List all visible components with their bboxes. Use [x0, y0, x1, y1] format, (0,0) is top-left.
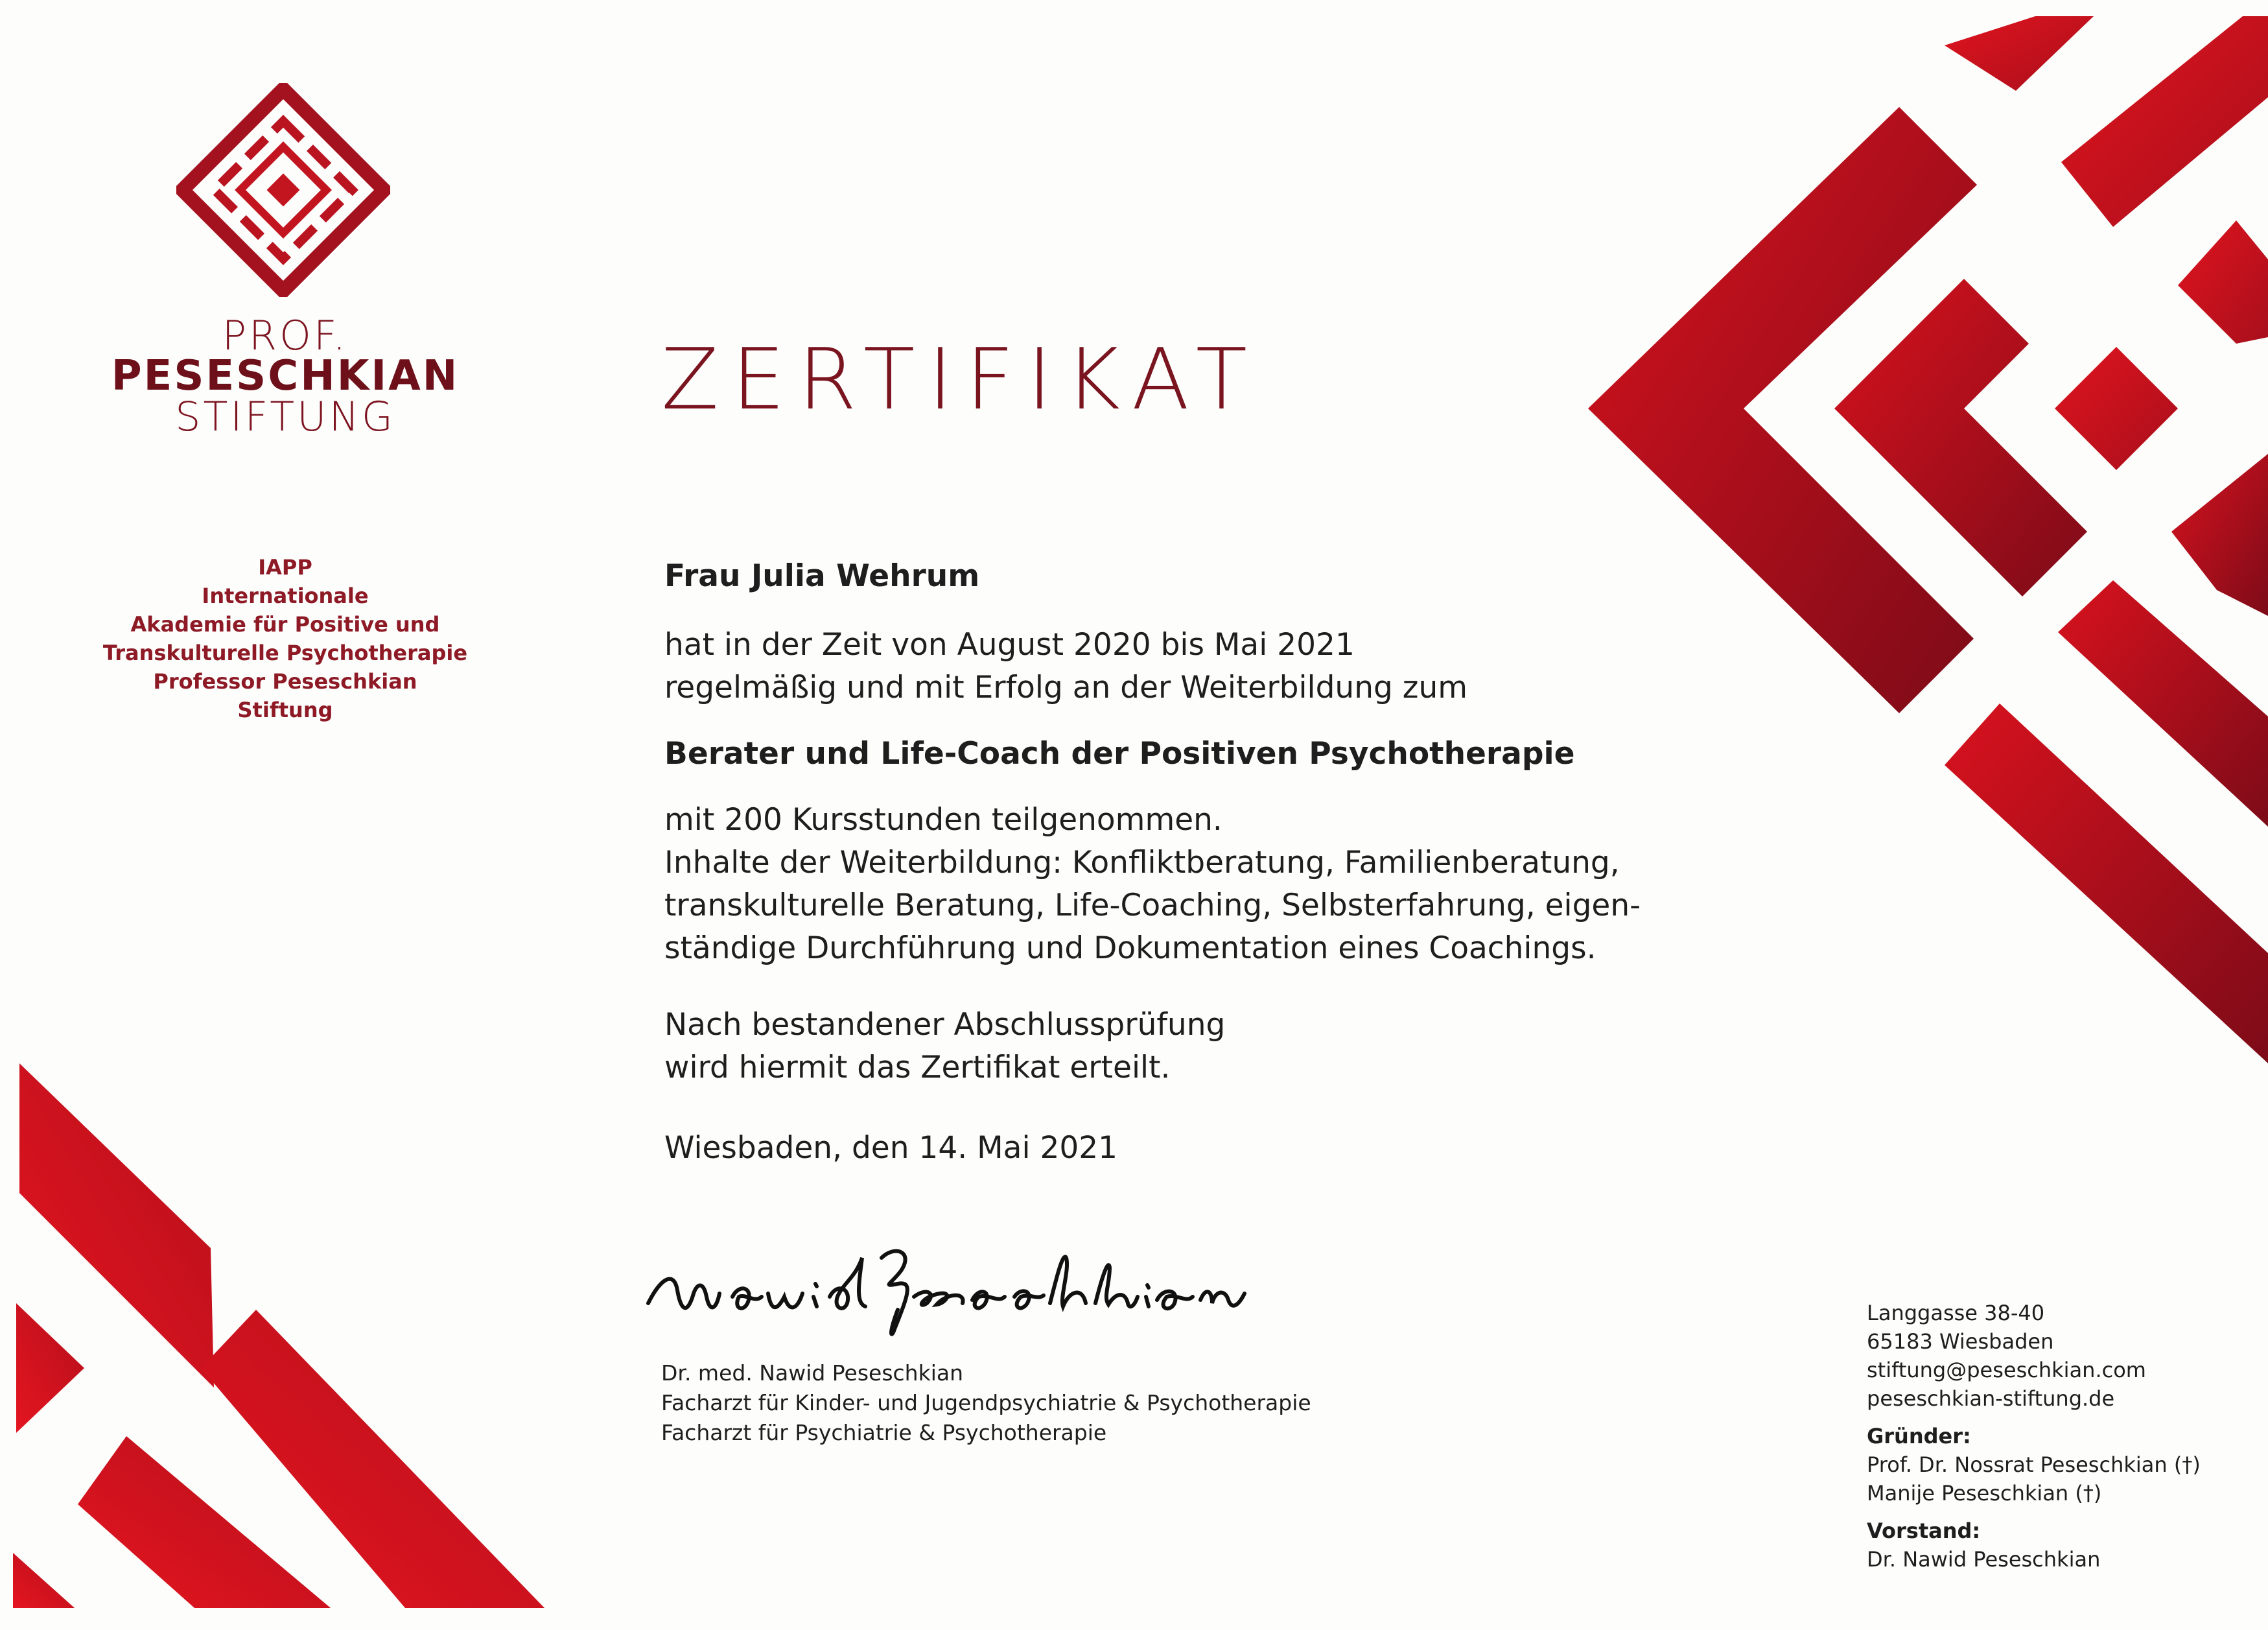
closing-line: Nach bestandener Abschlussprüfung — [664, 1007, 1226, 1043]
founder-name: Manije Peseschkian (†) — [1867, 1481, 2102, 1506]
signer-line: Facharzt für Kinder- und Jugendpsychiatrie & Psychotherapie — [661, 1390, 1311, 1415]
address-line: 65183 Wiesbaden — [1867, 1329, 2054, 1354]
founder-name: Prof. Dr. Nossrat Peseschkian (†) — [1867, 1452, 2201, 1477]
details-line: transkulturelle Beratung, Life-Coaching, Selbsterfahrung, eigen- — [664, 888, 1641, 923]
address-line: Langgasse 38-40 — [1867, 1301, 2045, 1325]
handwritten-signature — [642, 1232, 1251, 1349]
institute-line: Internationale — [202, 584, 369, 608]
certificate-title: ZERTIFIKAT — [661, 330, 1261, 429]
logo-text-name: PESESCHKIAN — [111, 352, 460, 400]
details-line: ständige Durchführung und Dokumentation eines Coachings. — [664, 930, 1596, 966]
logo-text-prof: PROF. — [222, 312, 349, 359]
foundation-contact — [1867, 1299, 2201, 1574]
intro-line: hat in der Zeit von August 2020 bis Mai 2021 — [664, 627, 1355, 663]
board-label: Vorstand: — [1867, 1518, 1981, 1543]
founders-label: Gründer: — [1867, 1424, 1971, 1448]
closing-statement — [664, 1004, 1225, 1089]
bottom-left-shapes — [13, 1063, 544, 1608]
signer-line: Dr. med. Nawid Peseschkian — [661, 1360, 963, 1386]
signer-details — [661, 1358, 1311, 1448]
top-right-shapes — [1588, 16, 2268, 1063]
email-text: stiftung@peseschkian.com — [1867, 1358, 2146, 1382]
institute-line: IAPP — [258, 555, 312, 580]
logo-text-stiftung: STIFTUNG — [175, 393, 395, 440]
website-text: peseschkian-stiftung.de — [1867, 1386, 2115, 1411]
foundation-logo-icon — [176, 83, 390, 297]
board-member: Dr. Nawid Peseschkian — [1867, 1547, 2101, 1572]
course-name: Berater und Life-Coach der Positiven Psychotherapie — [664, 736, 1575, 772]
course-details — [664, 799, 1641, 970]
details-line: Inhalte der Weiterbildung: Konfliktberatung, Familienberatung, — [664, 845, 1620, 880]
closing-line: wird hiermit das Zertifikat erteilt. — [664, 1050, 1171, 1085]
intro-line: regelmäßig und mit Erfolg an der Weiterbildung zum — [664, 670, 1468, 705]
institute-line: Stiftung — [237, 698, 333, 722]
signer-line: Facharzt für Psychiatrie & Psychotherapie — [661, 1420, 1107, 1445]
institute-name — [97, 553, 473, 724]
institute-line: Professor Peseschkian — [153, 669, 417, 694]
institute-line: Transkulturelle Psychotherapie — [102, 641, 468, 665]
place-and-date: Wiesbaden, den 14. Mai 2021 — [664, 1130, 1118, 1166]
institute-line: Akademie für Positive und — [130, 612, 440, 637]
recipient-name: Frau Julia Wehrum — [664, 558, 980, 594]
details-line: mit 200 Kursstunden teilgenommen. — [664, 802, 1222, 838]
